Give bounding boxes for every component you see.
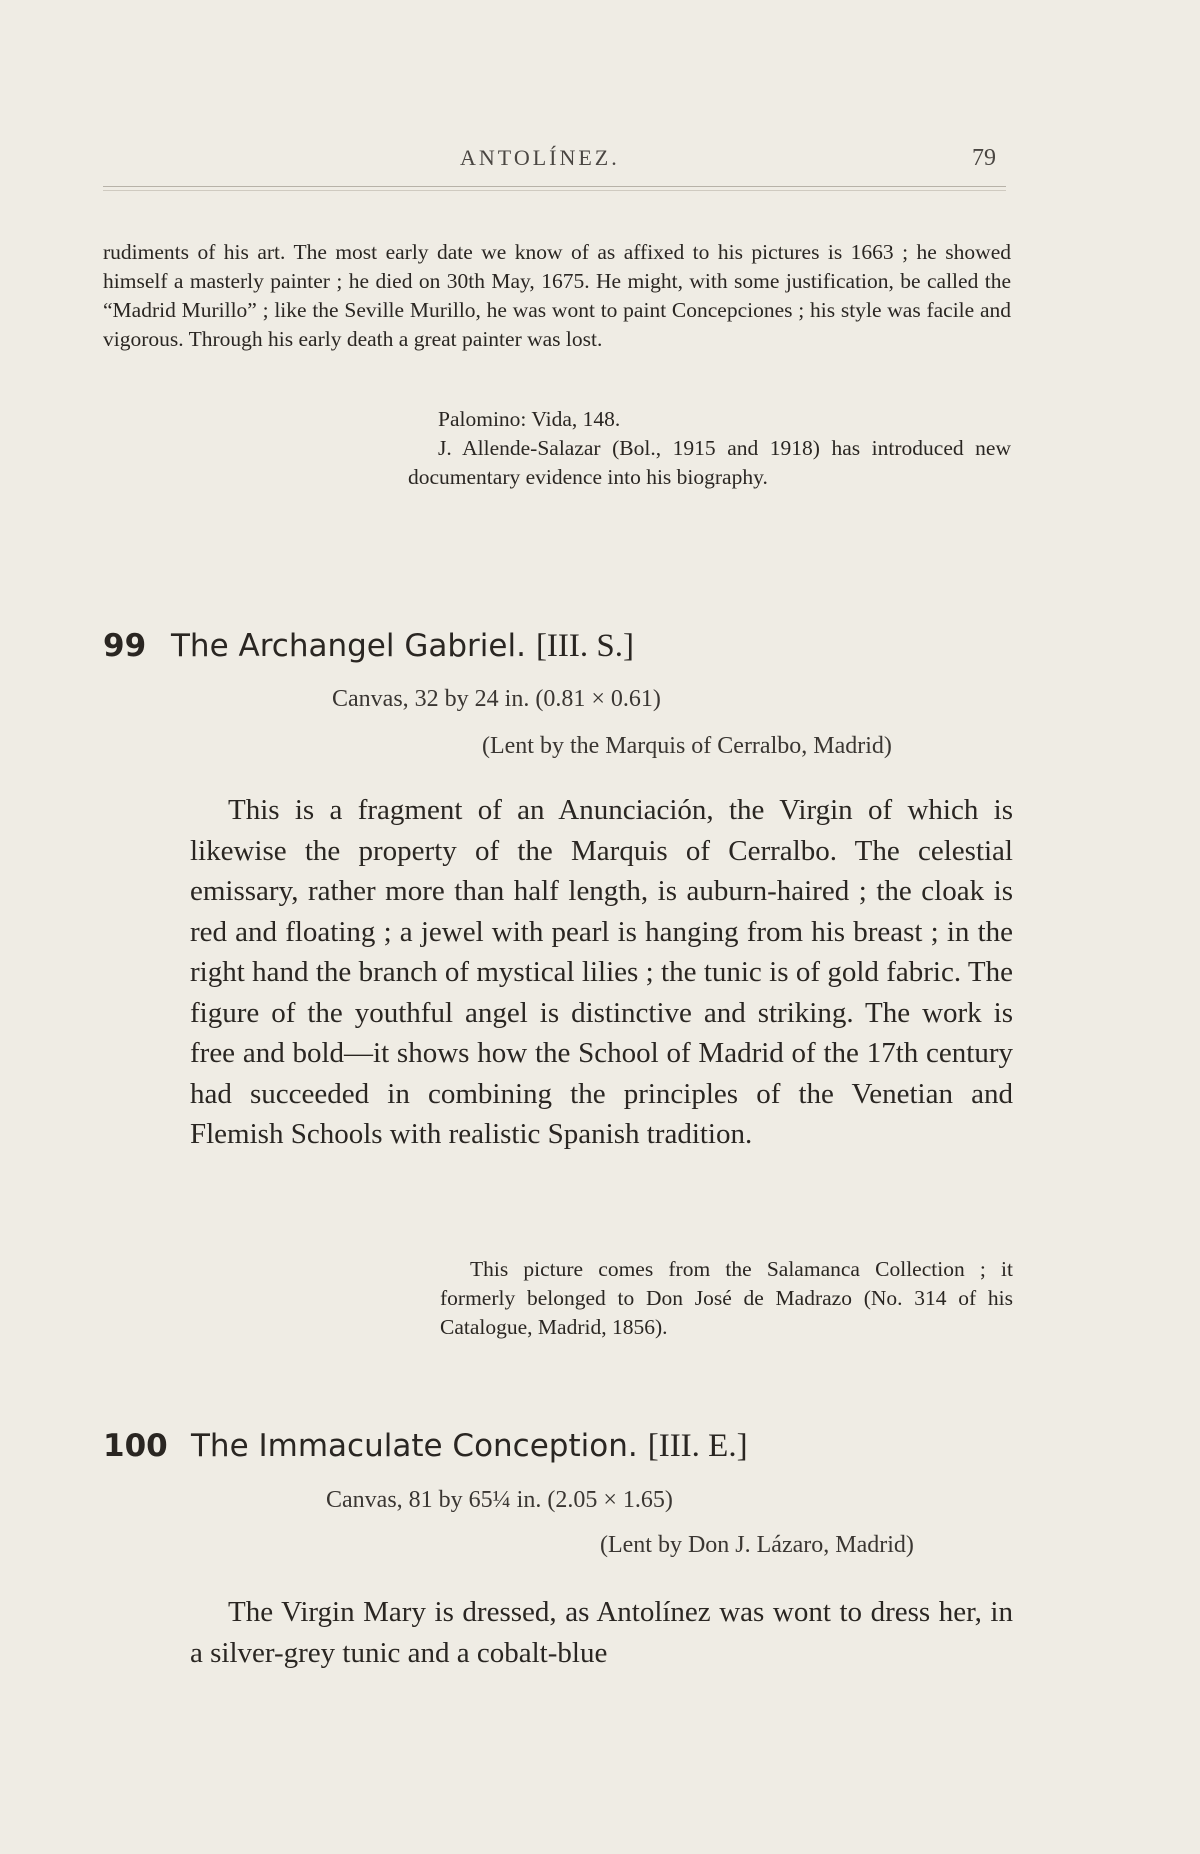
room-location: [III. E.]: [647, 1428, 748, 1464]
entry-99-body-text: This is a fragment of an Anunciación, the Virgin of which is likewise the property of the Marquis of Cerralbo. The celestial emissary, rather more than half length, is auburn-haired ; the cloak is red and floating ; a jewel with pearl is hanging from his breast ; in the right hand the branch of mystical lilies ; the tunic is of gold fabric. The figure of the youthful angel is distinctive and striking. The work is free and bold—it shows how the School of Madrid of the 17th century had succeeded in combining the principles of the Venetian and Flemish Schools with realistic Spanish tradition.: [190, 794, 1013, 1150]
reference-palomino: Palomino: Vida, 148.: [438, 407, 621, 431]
entry-99-canvas-dimensions: Canvas, 32 by 24 in. (0.81 × 0.61): [332, 686, 661, 712]
entry-99-heading: [103, 628, 634, 665]
entry-100-description: [190, 1592, 1013, 1673]
entry-100-heading: [103, 1428, 748, 1465]
intro-text: rudiments of his art. The most early date we know of as affixed to his pictures is 1663 ; he showed himself a masterly painter ; he died on 30th May, 1675. He might, with some justification, be called the “Madrid Murillo” ; like the Seville Murillo, he was wont to paint Concepciones ; his style was facile and vigorous. Through his early death a great painter was lost.: [103, 240, 1011, 351]
entry-99-description: [190, 790, 1013, 1155]
entry-number: 100: [103, 1428, 168, 1464]
entry-title: The Archangel Gabriel.: [171, 628, 526, 664]
room-location: [III. S.]: [535, 628, 634, 664]
reference-allende-salazar: J. Allende-Salazar (Bol., 1915 and 1918) has introduced new documentary evidence into his biography.: [408, 436, 1011, 489]
entry-title: The Immaculate Conception.: [191, 1428, 638, 1464]
entry-100-canvas-dimensions: Canvas, 81 by 65¼ in. (2.05 × 1.65): [326, 1487, 673, 1513]
header-rule: [103, 186, 1006, 187]
header-rule-secondary: [103, 190, 1006, 191]
entry-99-lender: (Lent by the Marquis of Cerralbo, Madrid): [482, 733, 892, 759]
page-number: 79: [972, 145, 996, 171]
entry-99-provenance-note: [440, 1255, 1013, 1342]
entry-100-body-text: The Virgin Mary is dressed, as Antolínez was wont to dress her, in a silver-grey tunic and a cobalt-blue: [190, 1596, 1013, 1669]
entry-number: 99: [103, 628, 147, 664]
intro-paragraph: [103, 238, 1011, 354]
entry-99-note-text: This picture comes from the Salamanca Collection ; it formerly belonged to Don José de Madrazo (No. 314 of his Catalogue, Madrid, 1856).: [440, 1257, 1013, 1339]
running-title: ANTOLÍNEZ.: [460, 145, 620, 170]
entry-100-lender: (Lent by Don J. Lázaro, Madrid): [600, 1532, 914, 1558]
bibliography-references: [408, 405, 1011, 492]
